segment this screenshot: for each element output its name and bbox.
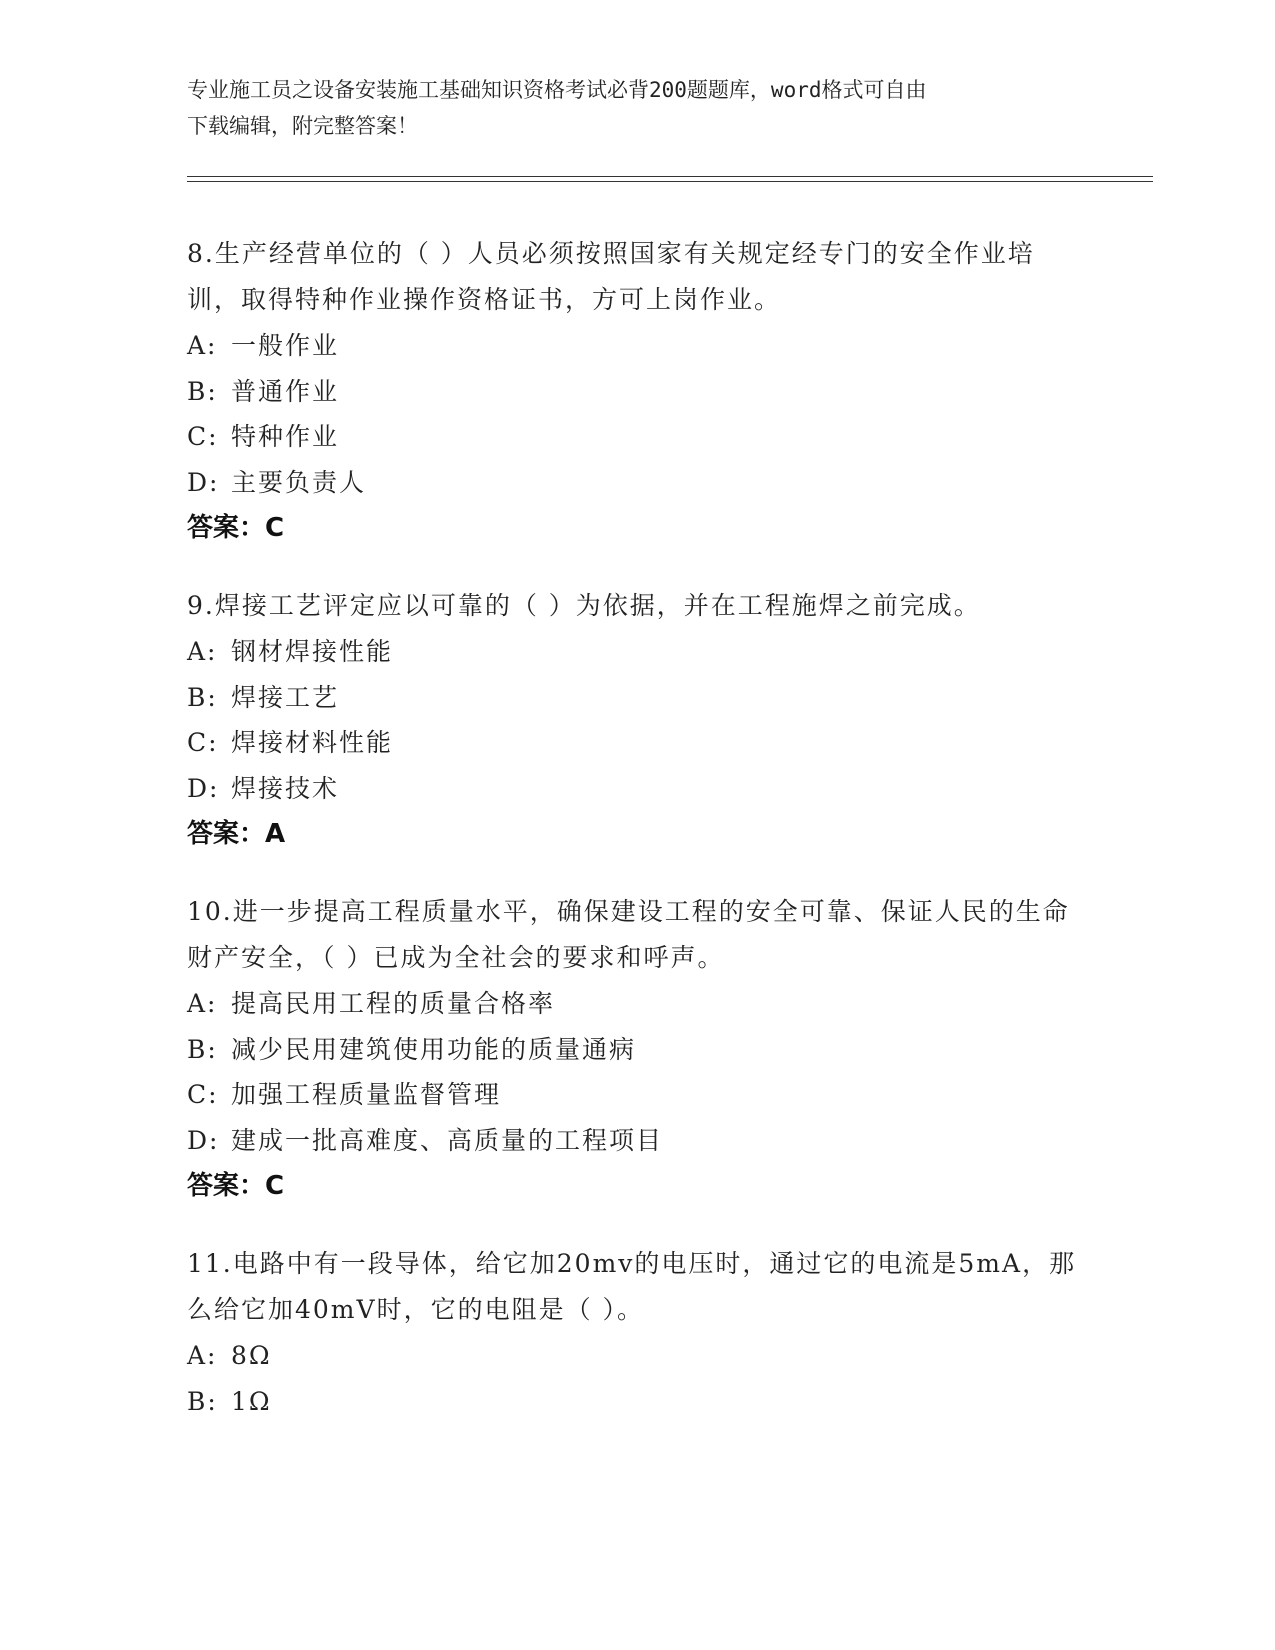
option-b	[187, 675, 1087, 721]
option-text: 特种作业	[231, 422, 340, 451]
option-text: 焊接工艺	[231, 682, 340, 712]
option-key: C:	[187, 1080, 219, 1109]
option-text: 焊接材料性能	[231, 728, 394, 757]
option-a	[187, 1333, 1087, 1379]
option-key: A:	[187, 989, 218, 1018]
header-line-1: 专业施工员之设备安装施工基础知识资格考试必背200题题库，word格式可自由	[187, 78, 927, 102]
option-text: 一般作业	[231, 331, 340, 360]
option-a	[187, 323, 1087, 369]
option-text: 减少民用建筑使用功能的质量通病	[231, 1034, 637, 1064]
option-key: B:	[187, 1034, 218, 1064]
option-text: 建成一批高难度、高质量的工程项目	[231, 1125, 664, 1155]
option-text: 8Ω	[231, 1341, 272, 1370]
option-text: 焊接技术	[231, 773, 340, 803]
question-stem: 11.电路中有一段导体，给它加20mv的电压时，通过它的电流是5mA，那么给它加40mV时，它的电阻是（ ）。	[187, 1249, 1077, 1324]
option-a	[187, 629, 1087, 675]
question-10	[187, 889, 1087, 1209]
question-11	[187, 1241, 1087, 1424]
option-b	[187, 369, 1087, 415]
option-key: D:	[187, 1125, 220, 1155]
option-text: 提高民用工程的质量合格率	[231, 989, 556, 1018]
answer-line: 答案：C	[187, 513, 285, 543]
option-c	[187, 720, 1087, 766]
answer-line: 答案：C	[187, 1171, 285, 1201]
option-c	[187, 1072, 1087, 1118]
question-9	[187, 583, 1087, 857]
option-key: A:	[187, 331, 218, 360]
question-list	[187, 231, 1087, 1456]
document-header	[187, 72, 1067, 144]
option-key: B:	[187, 376, 218, 406]
option-text: 1Ω	[231, 1386, 272, 1416]
option-text: 加强工程质量监督管理	[231, 1080, 502, 1109]
option-d	[187, 766, 1087, 812]
option-key: C:	[187, 728, 219, 757]
option-d	[187, 1118, 1087, 1164]
question-stem: 9.焊接工艺评定应以可靠的（ ）为依据，并在工程施焊之前完成。	[187, 591, 981, 620]
question-stem: 8.生产经营单位的（ ）人员必须按照国家有关规定经专门的安全作业培训，取得特种作业操作资格证书，方可上岗作业。	[187, 239, 1035, 314]
header-line-2: 下载编辑，附完整答案！	[187, 114, 418, 138]
answer-line: 答案：A	[187, 819, 286, 849]
option-key: B:	[187, 1386, 218, 1416]
option-key: A:	[187, 1341, 218, 1370]
question-8	[187, 231, 1087, 551]
option-key: B:	[187, 682, 218, 712]
option-text: 普通作业	[231, 376, 340, 406]
header-divider-bottom	[187, 181, 1153, 182]
option-key: C:	[187, 422, 219, 451]
option-c	[187, 414, 1087, 460]
option-text: 主要负责人	[231, 467, 367, 497]
header-divider-top	[187, 176, 1153, 177]
option-b	[187, 1379, 1087, 1425]
option-key: D:	[187, 773, 220, 803]
option-key: A:	[187, 637, 218, 666]
option-b	[187, 1027, 1087, 1073]
option-a	[187, 981, 1087, 1027]
option-d	[187, 460, 1087, 506]
option-text: 钢材焊接性能	[231, 637, 394, 666]
option-key: D:	[187, 467, 220, 497]
question-stem: 10.进一步提高工程质量水平，确保建设工程的安全可靠、保证人民的生命财产安全，（ ）已成为全社会的要求和呼声。	[187, 897, 1070, 972]
